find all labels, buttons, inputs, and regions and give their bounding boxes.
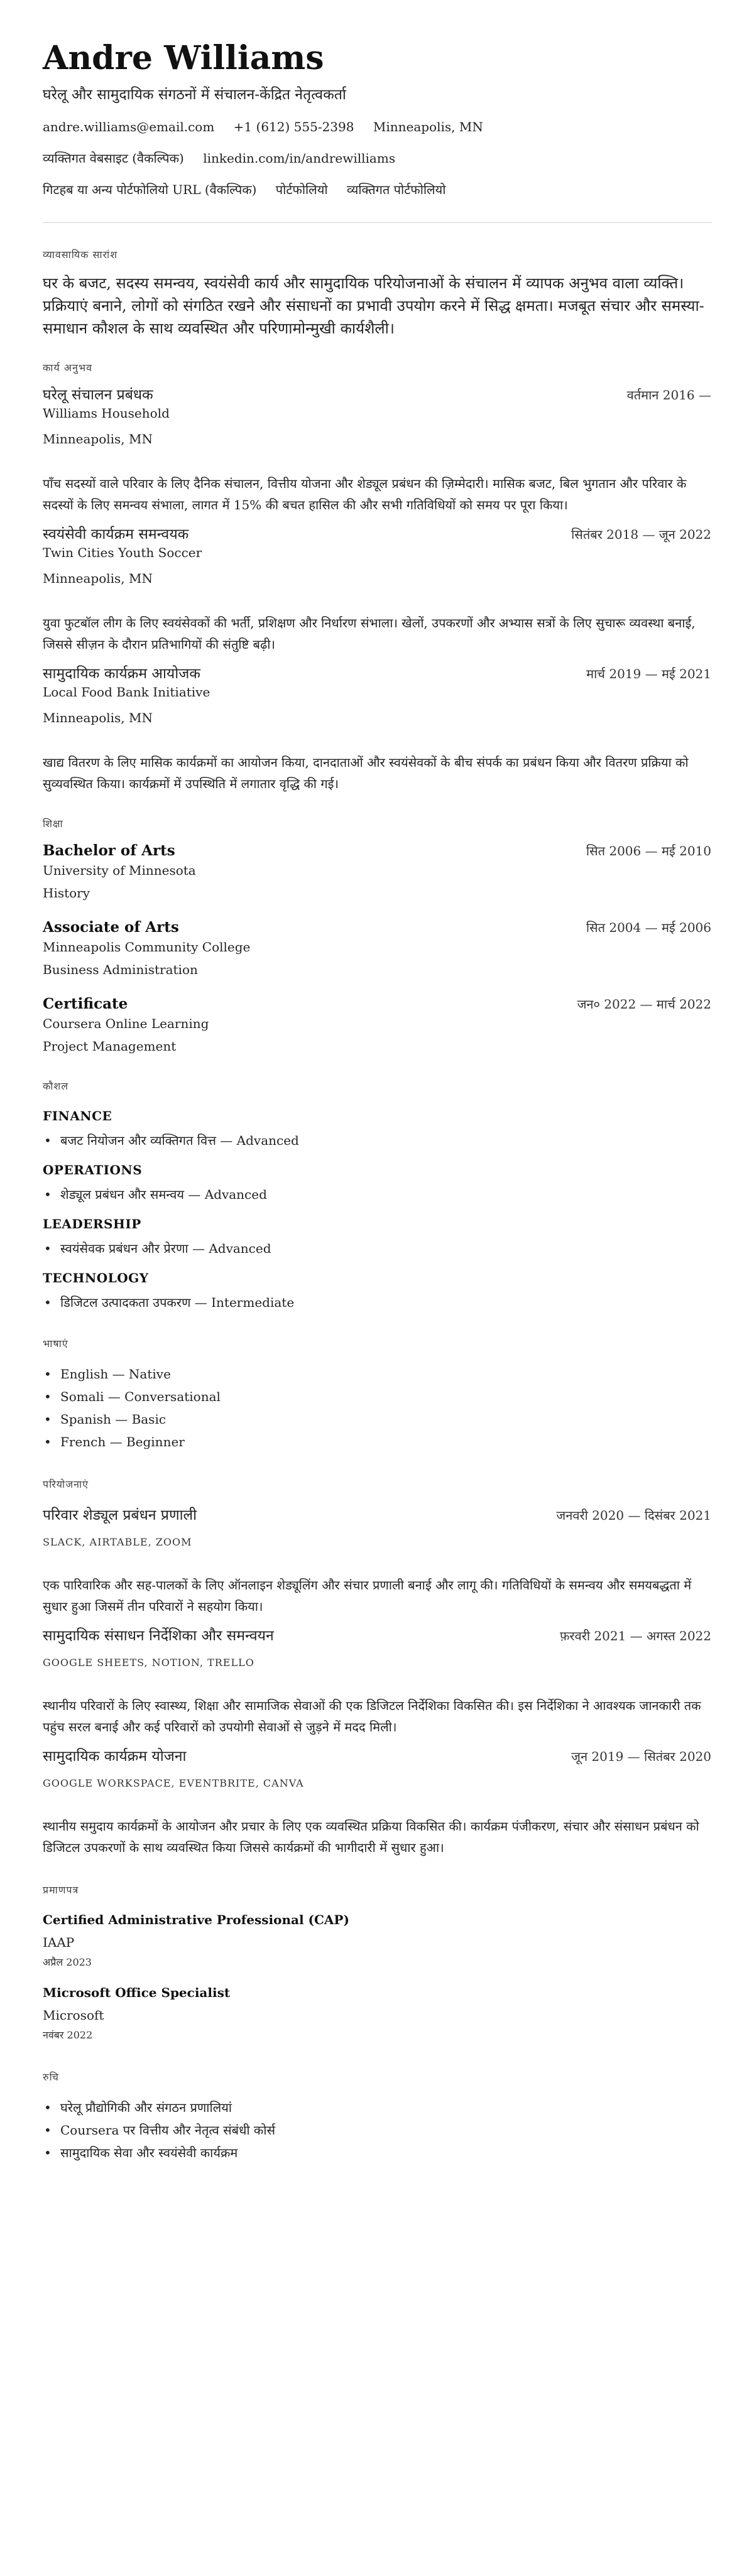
- section-title: कार्य अनुभव: [43, 362, 93, 374]
- school: Minneapolis Community College: [43, 939, 251, 955]
- education-dates: सित 2006 — मई 2010: [586, 843, 711, 858]
- experience-section: [43, 361, 711, 794]
- certification-name: Microsoft Office Specialist: [43, 1985, 231, 2000]
- contact-row-portfolio: [43, 181, 711, 198]
- certification-issuer: Microsoft: [43, 2008, 104, 2023]
- certifications-section: [43, 1883, 711, 2043]
- skill-group: [43, 1161, 711, 1204]
- project-entry: [43, 1746, 711, 1858]
- job-dates: वर्तमान 2016 —: [626, 387, 711, 403]
- project-title: परिवार शेड्यूल प्रबंधन प्रणाली: [43, 1507, 197, 1523]
- interests-section: [43, 2070, 711, 2162]
- skills-section: [43, 1080, 711, 1312]
- contact-row-primary: [43, 118, 711, 136]
- project-entry: [43, 1626, 711, 1738]
- skill-category: LEADERSHIP: [43, 1216, 141, 1231]
- summary-text: घर के बजट, सदस्य समन्वय, स्वयंसेवी कार्य और सामुदायिक परियोजनाओं के संचालन में व्यापक अनुभव वाला व्यक्ति। प्रक्रियाएं बनाने, लोगों को संगठित रखने और संसाधनों का प्रभावी उपयोग करने में सिद्ध क्षमता। मजबूत संचार और समस्या-समाधान कौशल के साथ व्यवस्थित और परिणामोन्मुखी कार्यशैली।: [43, 274, 704, 337]
- project-dates: फ़रवरी 2021 — अगस्त 2022: [559, 1628, 711, 1643]
- job-title: स्वयंसेवी कार्यक्रम समन्वयक: [43, 526, 189, 543]
- certification-entry: [43, 1911, 711, 1970]
- phone-link[interactable]: +1 (612) 555-2398: [233, 119, 354, 134]
- job-title: घरेलू संचालन प्रबंधक: [43, 387, 153, 403]
- project-description: स्थानीय परिवारों के लिए स्वास्थ्य, शिक्षा और सामाजिक सेवाओं की एक डिजिटल निर्देशिका विकसित की। इस निर्देशिका ने आवश्यक जानकारी तक पहुंच सरल बनाई और कई परिवारों को उपयोगी सेवाओं से जुड़ने में मदद मिली।: [43, 1698, 701, 1734]
- job-dates: मार्च 2019 — मई 2021: [586, 666, 711, 681]
- job-description: खाद्य वितरण के लिए मासिक कार्यक्रमों का आयोजन किया, दानदाताओं और स्वयंसेवकों के बीच संपर्क का प्रबंधन किया और वितरण प्रक्रिया को सुव्यवस्थित किया। कार्यक्रमों में उपस्थिति में लगातार वृद्धि की गई।: [43, 755, 689, 791]
- experience-entry: [43, 524, 711, 655]
- section-title: परियोजनाएं: [43, 1478, 89, 1490]
- location-text: Minneapolis, MN: [373, 119, 483, 134]
- degree: Certificate: [43, 995, 128, 1012]
- certification-issuer: IAAP: [43, 1935, 75, 1950]
- section-title: कौशल: [43, 1080, 69, 1092]
- education-entry: [43, 994, 711, 1056]
- header-divider: [43, 222, 711, 223]
- field-of-study: Business Administration: [43, 962, 198, 977]
- github-link[interactable]: गिटहब या अन्य पोर्टफोलियो URL (वैकल्पिक): [43, 182, 257, 197]
- interest-item: • Coursera पर वित्तीय और नेतृत्व संबंधी कोर्स: [43, 2121, 711, 2140]
- job-description: पाँच सदस्यों वाले परिवार के लिए दैनिक संचालन, वित्तीय योजना और शेड्यूल प्रबंधन की ज़िम्मेदारी। मासिक बजट, बिल भुगतान और परिवार के सदस्यों के लिए समन्वय संभाला, लागत में 15% की बचत हासिल की और सभी गतिविधियों को समय पर पूरा किया।: [43, 476, 687, 512]
- skill-item: • शेड्यूल प्रबंधन और समन्वय — Advanced: [43, 1185, 711, 1204]
- employer: Local Food Bank Initiative: [43, 685, 210, 700]
- skill-item: • बजट नियोजन और व्यक्तिगत वित्त — Advanced: [43, 1131, 711, 1150]
- skill-category: OPERATIONS: [43, 1162, 143, 1177]
- linkedin-link[interactable]: linkedin.com/in/andrewilliams: [203, 151, 396, 166]
- job-dates: सितंबर 2018 — जून 2022: [571, 527, 711, 542]
- job-title: सामुदायिक कार्यक्रम आयोजक: [43, 666, 200, 682]
- language-item: • Spanish — Basic: [43, 1410, 711, 1429]
- education-dates: सित 2004 — मई 2006: [586, 920, 711, 935]
- certification-name: Certified Administrative Professional (CAP): [43, 1912, 349, 1927]
- candidate-name: Andre Williams: [43, 39, 324, 77]
- project-description: स्थानीय समुदाय कार्यक्रमों के आयोजन और प्रचार के लिए एक व्यवस्थित प्रक्रिया विकसित की। कार्यक्रम पंजीकरण, संचार और संसाधन प्रबंधन को डिजिटल उपकरणों के साथ व्यवस्थित किया जिससे कार्यक्रमों की भागीदारी में सुधार हुआ।: [43, 1819, 699, 1855]
- skill-group: [43, 1215, 711, 1258]
- skill-category: TECHNOLOGY: [43, 1270, 149, 1285]
- email-link[interactable]: andre.williams@email.com: [43, 119, 215, 134]
- field-of-study: Project Management: [43, 1039, 177, 1054]
- personal-portfolio-link[interactable]: व्यक्तिगत पोर्टफोलियो: [346, 182, 446, 197]
- project-tech: SLACK, AIRTABLE, ZOOM: [43, 1536, 192, 1548]
- field-of-study: History: [43, 885, 90, 901]
- skill-group: [43, 1107, 711, 1150]
- experience-entry: [43, 385, 711, 516]
- degree: Associate of Arts: [43, 919, 179, 936]
- summary-section: [43, 248, 711, 340]
- language-item: • Somali — Conversational: [43, 1387, 711, 1406]
- school: University of Minnesota: [43, 863, 196, 878]
- headline: घरेलू और सामुदायिक संगठनों में संचालन-केंद्रित नेतृत्वकर्ता: [43, 87, 346, 103]
- interest-item: • घरेलू प्रौद्योगिकी और संगठन प्रणालियां: [43, 2098, 711, 2117]
- project-dates: जून 2019 — सितंबर 2020: [571, 1749, 711, 1764]
- section-title: रुचि: [43, 2071, 59, 2083]
- certification-date: नवंबर 2022: [43, 2029, 93, 2041]
- languages-section: [43, 1337, 711, 1451]
- language-item: • English — Native: [43, 1365, 711, 1383]
- language-item: • French — Beginner: [43, 1432, 711, 1451]
- education-entry: [43, 917, 711, 979]
- contact-row-web: [43, 149, 711, 167]
- job-location: Minneapolis, MN: [43, 571, 153, 586]
- section-title: शिक्षा: [43, 818, 63, 830]
- section-title: भाषाएं: [43, 1338, 68, 1350]
- section-title: व्यावसायिक सारांश: [43, 249, 118, 261]
- certification-entry: [43, 1984, 711, 2043]
- education-dates: जन० 2022 — मार्च 2022: [577, 997, 711, 1012]
- projects-section: [43, 1478, 711, 1858]
- school: Coursera Online Learning: [43, 1016, 209, 1031]
- project-dates: जनवरी 2020 — दिसंबर 2021: [556, 1508, 711, 1523]
- certification-date: अप्रैल 2023: [43, 1956, 92, 1968]
- portfolio-link[interactable]: पोर्टफोलियो: [275, 182, 328, 197]
- project-entry: [43, 1505, 711, 1617]
- skill-item: • डिजिटल उत्पादकता उपकरण — Intermediate: [43, 1293, 711, 1312]
- project-description: एक पारिवारिक और सह-पालकों के लिए ऑनलाइन शेड्यूलिंग और संचार प्रणाली बनाई और लागू की। गतिविधियों के समन्वय और समयबद्धता में सुधार हुआ जिसमें तीन परिवारों ने सहयोग किया।: [43, 1578, 692, 1614]
- employer: Williams Household: [43, 406, 170, 421]
- education-section: [43, 817, 711, 1056]
- interest-item: • सामुदायिक सेवा और स्वयंसेवी कार्यक्रम: [43, 2143, 711, 2162]
- skill-item: • स्वयंसेवक प्रबंधन और प्रेरणा — Advanced: [43, 1239, 711, 1258]
- skill-group: [43, 1269, 711, 1312]
- skill-category: FINANCE: [43, 1108, 112, 1123]
- section-title: प्रमाणपत्र: [43, 1884, 79, 1896]
- degree: Bachelor of Arts: [43, 842, 175, 859]
- project-tech: GOOGLE WORKSPACE, EVENTBRITE, CANVA: [43, 1777, 304, 1789]
- employer: Twin Cities Youth Soccer: [43, 545, 202, 560]
- job-location: Minneapolis, MN: [43, 710, 153, 725]
- resume-header: [43, 38, 711, 198]
- website-link[interactable]: व्यक्तिगत वेबसाइट (वैकल्पिक): [43, 151, 184, 166]
- project-title: सामुदायिक संसाधन निर्देशिका और समन्वयन: [43, 1628, 274, 1644]
- job-location: Minneapolis, MN: [43, 431, 153, 446]
- education-entry: [43, 841, 711, 902]
- experience-entry: [43, 664, 711, 794]
- job-description: युवा फुटबॉल लीग के लिए स्वयंसेवकों की भर्ती, प्रशिक्षण और निर्धारण संभाला। खेलों, उपकरणों और अभ्यास सत्रों के लिए सुचारू व्यवस्था बनाई, जिससे सीज़न के दौरान प्रतिभागियों की संतुष्टि बढ़ी।: [43, 615, 696, 652]
- project-tech: GOOGLE SHEETS, NOTION, TRELLO: [43, 1657, 254, 1669]
- project-title: सामुदायिक कार्यक्रम योजना: [43, 1748, 187, 1765]
